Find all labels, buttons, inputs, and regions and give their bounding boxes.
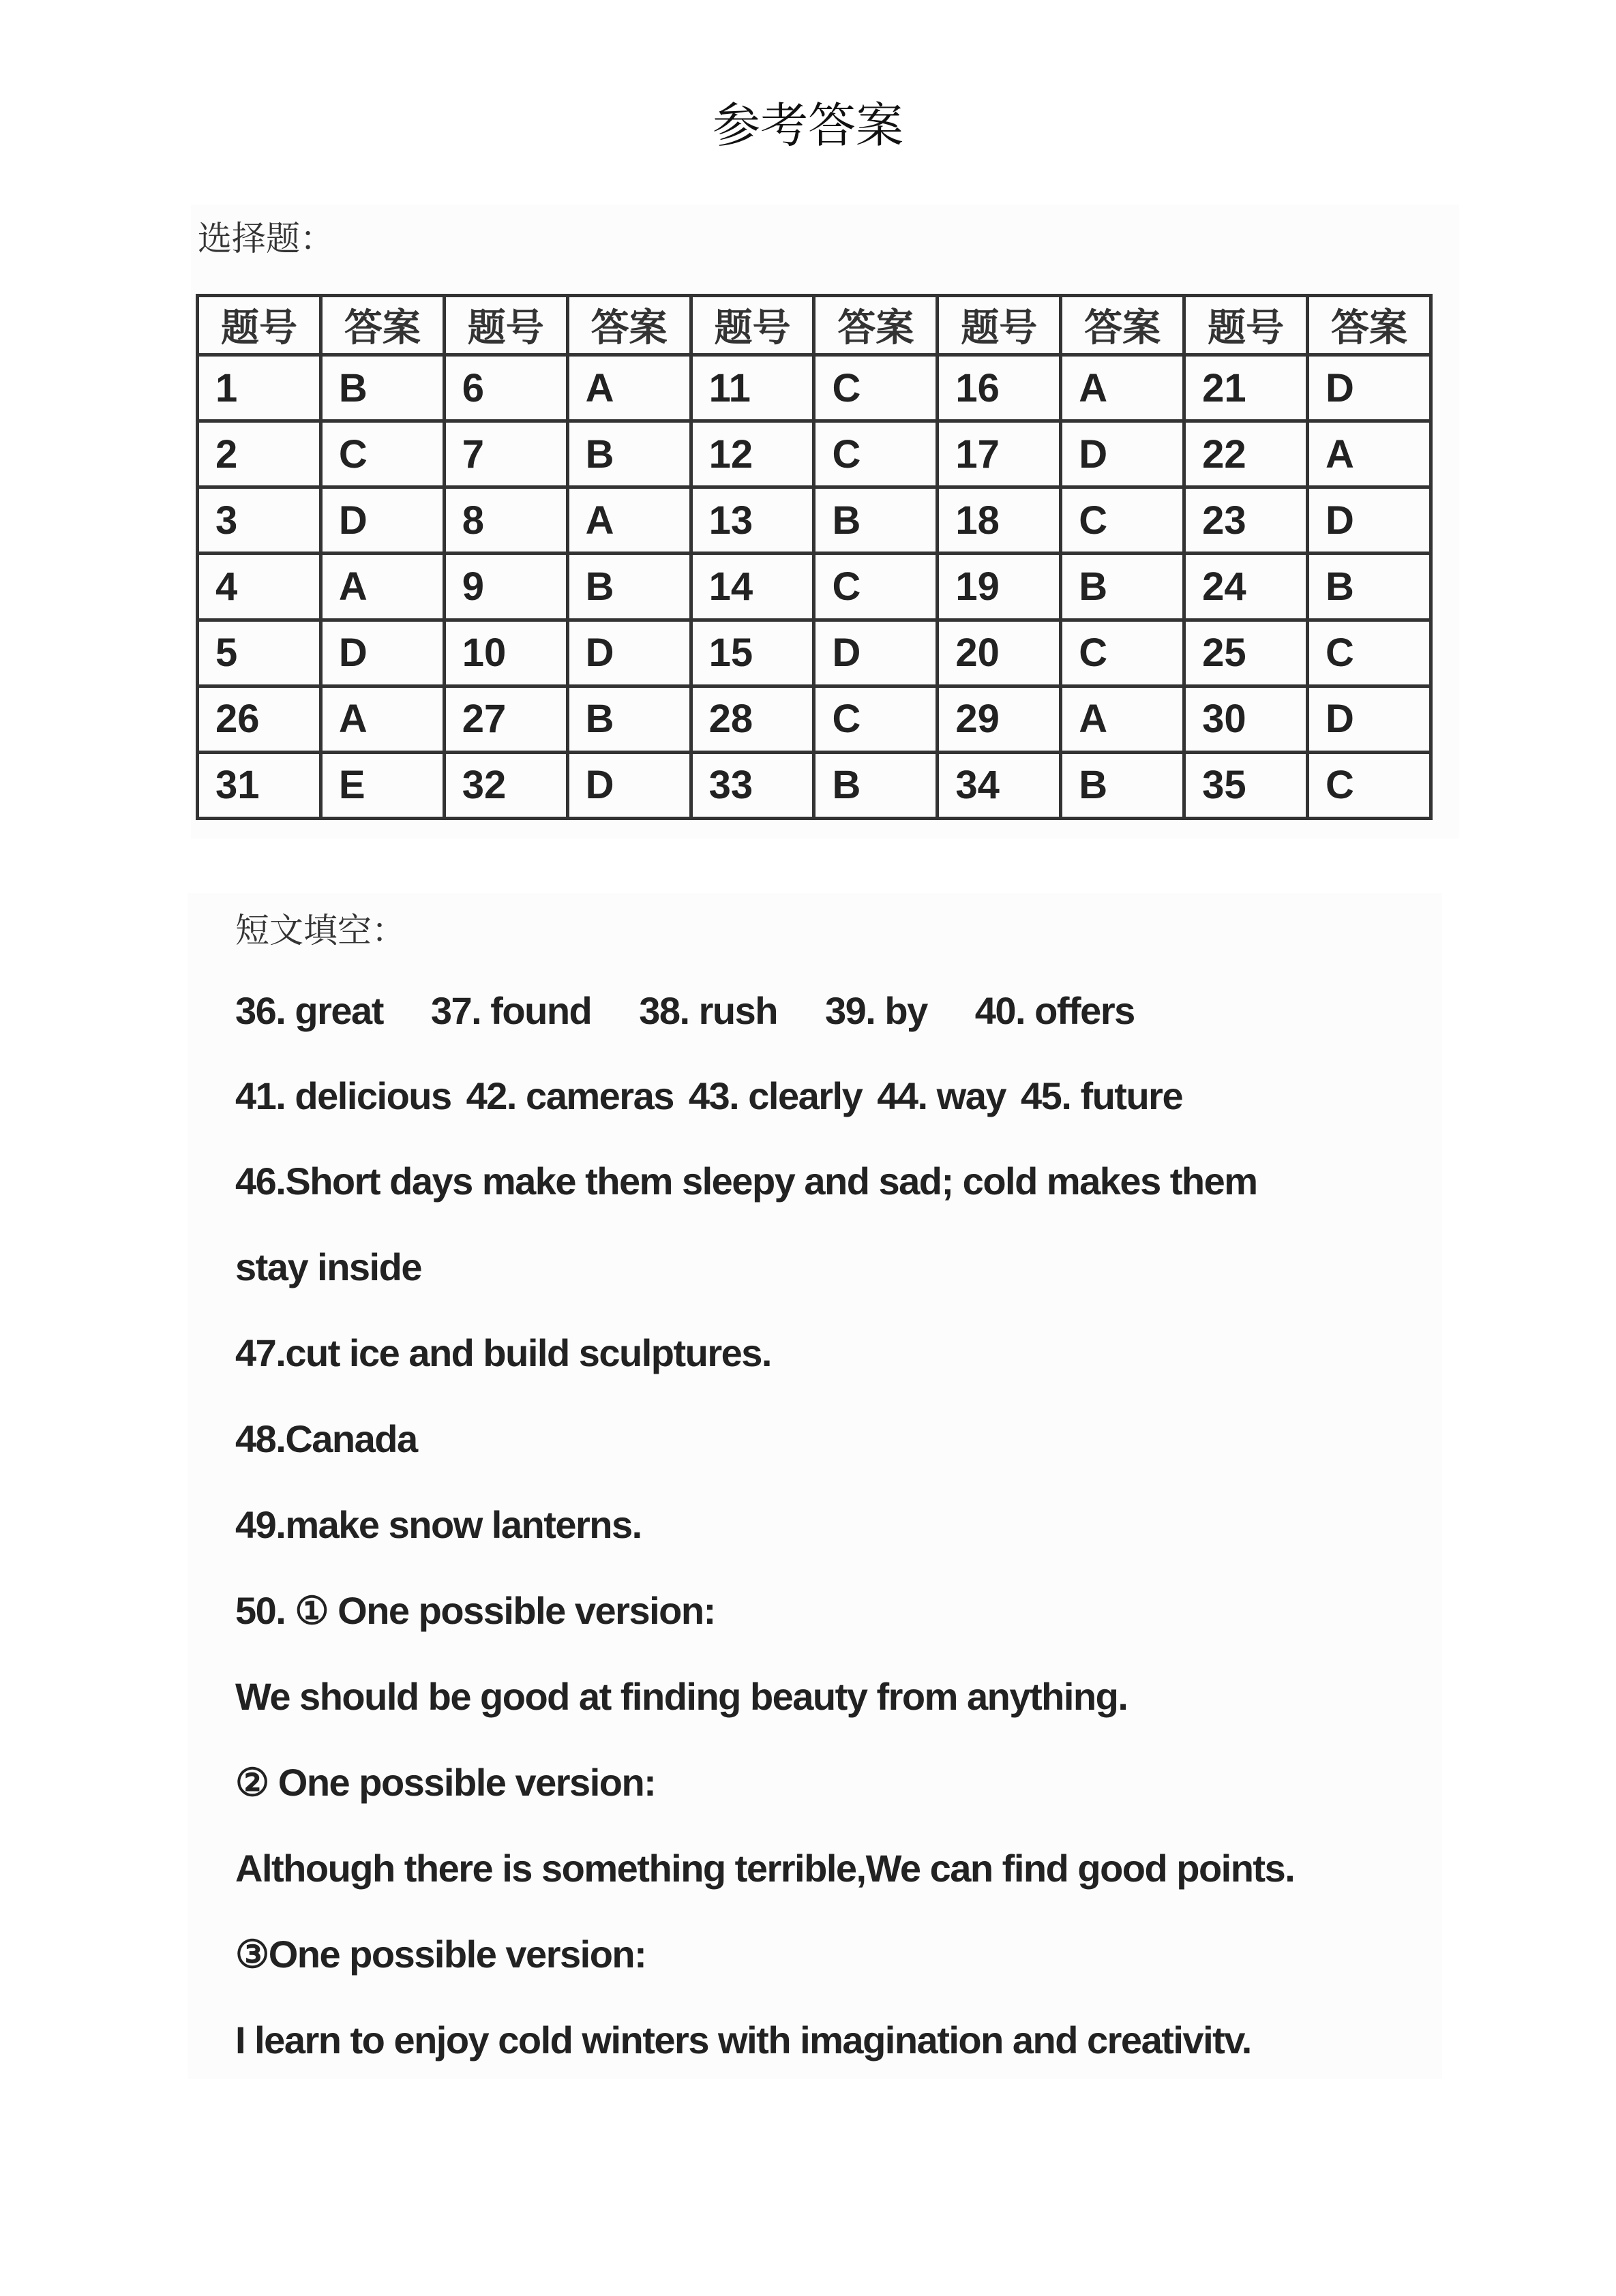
- answer-line: ③One possible version:: [235, 1933, 646, 1976]
- answer-44: 44. way: [877, 1074, 1006, 1117]
- answer-40: 40. offers: [974, 989, 1135, 1032]
- header-answer: 答案: [320, 296, 444, 355]
- question-number-cell: 23: [1184, 487, 1308, 554]
- answer-cell: A: [1061, 355, 1184, 421]
- choice-heading: 选择题：: [198, 219, 334, 258]
- question-number-cell: 6: [444, 355, 567, 421]
- answer-line: 48.Canada: [235, 1417, 417, 1460]
- question-number-cell: 25: [1184, 620, 1308, 686]
- question-number-cell: 15: [691, 620, 814, 686]
- answers-row-36-40: [235, 988, 1135, 1033]
- question-number-cell: 3: [198, 487, 321, 554]
- answer-line: 50. ① One possible version:: [235, 1589, 715, 1632]
- table-row: [198, 487, 1431, 554]
- question-number-cell: 32: [444, 752, 567, 818]
- answer-table: [196, 294, 1433, 820]
- answer-45: 45. future: [1021, 1074, 1183, 1117]
- answers-row-41-45: [235, 1074, 1182, 1118]
- table-row: [198, 686, 1431, 752]
- question-number-cell: 16: [938, 355, 1061, 421]
- header-answer: 答案: [814, 296, 938, 355]
- answer-36: 36. great: [235, 989, 383, 1032]
- answer-cell: C: [814, 554, 938, 620]
- answer-cell: B: [567, 686, 691, 752]
- table-row: [198, 554, 1431, 620]
- answer-cell: D: [567, 620, 691, 686]
- answer-cell: D: [320, 487, 444, 554]
- table-header-row: [198, 296, 1431, 355]
- header-answer: 答案: [567, 296, 691, 355]
- answer-cell: C: [814, 686, 938, 752]
- header-answer: 答案: [1061, 296, 1184, 355]
- question-number-cell: 27: [444, 686, 567, 752]
- answer-cell: C: [1061, 487, 1184, 554]
- answer-cell: D: [1061, 421, 1184, 487]
- question-number-cell: 33: [691, 752, 814, 818]
- answer-cell: C: [1308, 752, 1431, 818]
- answer-cell: D: [1308, 686, 1431, 752]
- header-question-number: 题号: [938, 296, 1061, 355]
- answer-cell: B: [567, 554, 691, 620]
- question-number-cell: 10: [444, 620, 567, 686]
- question-number-cell: 28: [691, 686, 814, 752]
- answer-cell: A: [567, 487, 691, 554]
- answer-cell: B: [567, 421, 691, 487]
- header-question-number: 题号: [1184, 296, 1308, 355]
- answer-42: 42. cameras: [466, 1074, 674, 1117]
- question-number-cell: 2: [198, 421, 321, 487]
- question-number-cell: 7: [444, 421, 567, 487]
- answer-43: 43. clearly: [688, 1074, 863, 1117]
- answer-cell: B: [814, 487, 938, 554]
- question-number-cell: 14: [691, 554, 814, 620]
- answer-cell: D: [1308, 487, 1431, 554]
- answer-cell: D: [814, 620, 938, 686]
- question-number-cell: 18: [938, 487, 1061, 554]
- question-number-cell: 13: [691, 487, 814, 554]
- answer-line: stay inside: [235, 1245, 421, 1288]
- answer-line: We should be good at finding beauty from anything.: [235, 1675, 1128, 1718]
- question-number-cell: 26: [198, 686, 321, 752]
- answer-cell: C: [320, 421, 444, 487]
- answer-cell: B: [1061, 752, 1184, 818]
- answer-cell: D: [320, 620, 444, 686]
- question-number-cell: 5: [198, 620, 321, 686]
- answer-cell: B: [814, 752, 938, 818]
- header-question-number: 题号: [444, 296, 567, 355]
- answer-cell: A: [567, 355, 691, 421]
- answer-line: ② One possible version:: [235, 1761, 656, 1804]
- table-row: [198, 355, 1431, 421]
- question-number-cell: 12: [691, 421, 814, 487]
- page-title: 参考答案: [713, 97, 903, 153]
- table-row: [198, 620, 1431, 686]
- question-number-cell: 9: [444, 554, 567, 620]
- answer-cell: D: [1308, 355, 1431, 421]
- question-number-cell: 31: [198, 752, 321, 818]
- question-number-cell: 30: [1184, 686, 1308, 752]
- answer-38: 38. rush: [639, 989, 777, 1032]
- question-number-cell: 19: [938, 554, 1061, 620]
- answer-cell: D: [567, 752, 691, 818]
- question-number-cell: 34: [938, 752, 1061, 818]
- answer-line: 49.make snow lanterns.: [235, 1503, 642, 1546]
- answer-39: 39. by: [825, 989, 927, 1032]
- answer-37: 37. found: [430, 989, 592, 1032]
- question-number-cell: 24: [1184, 554, 1308, 620]
- answer-cell: E: [320, 752, 444, 818]
- answer-41: 41. delicious: [235, 1074, 451, 1117]
- question-number-cell: 4: [198, 554, 321, 620]
- answer-cell: A: [320, 554, 444, 620]
- question-number-cell: 8: [444, 487, 567, 554]
- answer-cell: A: [1061, 686, 1184, 752]
- question-number-cell: 1: [198, 355, 321, 421]
- table-row: [198, 752, 1431, 818]
- question-number-cell: 11: [691, 355, 814, 421]
- header-question-number: 题号: [691, 296, 814, 355]
- answer-cell: C: [1061, 620, 1184, 686]
- scan-background-fill: [188, 893, 1442, 2079]
- answer-cell: C: [814, 355, 938, 421]
- answer-line: 46.Short days make them sleepy and sad; cold makes them: [235, 1160, 1257, 1203]
- question-number-cell: 20: [938, 620, 1061, 686]
- answer-line: Although there is something terrible,We can find good points.: [235, 1847, 1295, 1890]
- question-number-cell: 17: [938, 421, 1061, 487]
- question-number-cell: 22: [1184, 421, 1308, 487]
- answer-cell: A: [1308, 421, 1431, 487]
- answer-cell: A: [320, 686, 444, 752]
- answer-line: 47.cut ice and build sculptures.: [235, 1331, 771, 1374]
- question-number-cell: 35: [1184, 752, 1308, 818]
- fill-heading: 短文填空：: [235, 911, 406, 950]
- answer-line: I learn to enjoy cold winters with imagination and creativitv.: [235, 2019, 1251, 2061]
- answer-cell: B: [1308, 554, 1431, 620]
- answer-cell: C: [814, 421, 938, 487]
- header-question-number: 题号: [198, 296, 321, 355]
- answer-cell: B: [320, 355, 444, 421]
- question-number-cell: 29: [938, 686, 1061, 752]
- answer-cell: C: [1308, 620, 1431, 686]
- table-row: [198, 421, 1431, 487]
- header-answer: 答案: [1308, 296, 1431, 355]
- question-number-cell: 21: [1184, 355, 1308, 421]
- answer-cell: B: [1061, 554, 1184, 620]
